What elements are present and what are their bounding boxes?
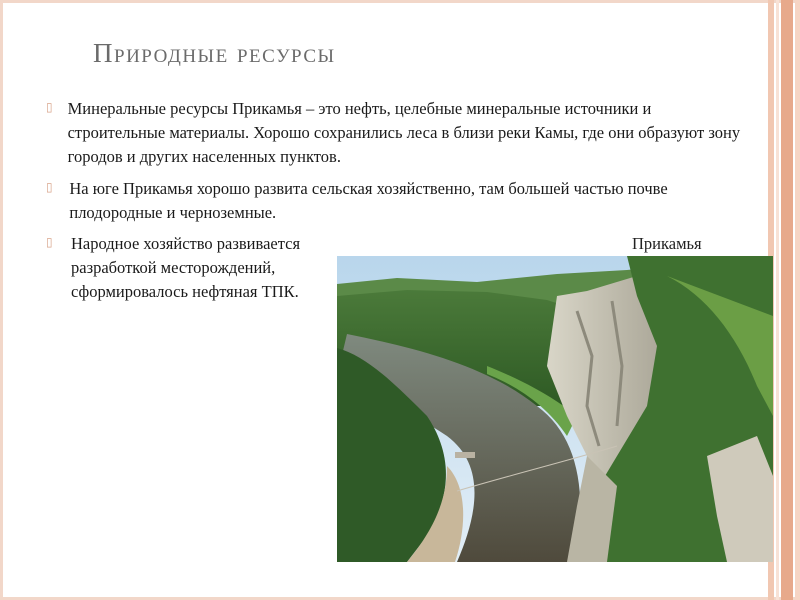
bullet-item (46, 177, 746, 225)
square-bullet-icon: ▯ (46, 180, 53, 194)
frame-top-border (0, 0, 800, 3)
bullet-text: Минеральные ресурсы Прикамья – это нефть, целебные минеральные источники и строительные материалы. Хорошо сохранились леса в близи реки Камы, где они образуют зону городов и других населенных пунктов. (67, 99, 741, 166)
square-bullet-icon: ▯ (46, 235, 53, 249)
river-cliff-photo (337, 256, 773, 562)
bullet-text-right: Прикамья (632, 234, 702, 253)
decorative-stripe (776, 0, 779, 600)
slide-title: Природные ресурсы (93, 38, 336, 68)
frame-left-border (0, 0, 3, 600)
bullet-item (46, 97, 746, 169)
bullet-text: Народное хозяйство развивается разработкой месторождений, сформировалось нефтяная ТПК. (71, 234, 301, 301)
decorative-stripe (795, 0, 800, 600)
square-bullet-icon: ▯ (46, 100, 53, 114)
bullet-text: На юге Прикамья хорошо развита сельская хозяйственно, там большей частью почве плодородные и черноземные. (69, 179, 668, 222)
decorative-stripe (781, 0, 793, 600)
